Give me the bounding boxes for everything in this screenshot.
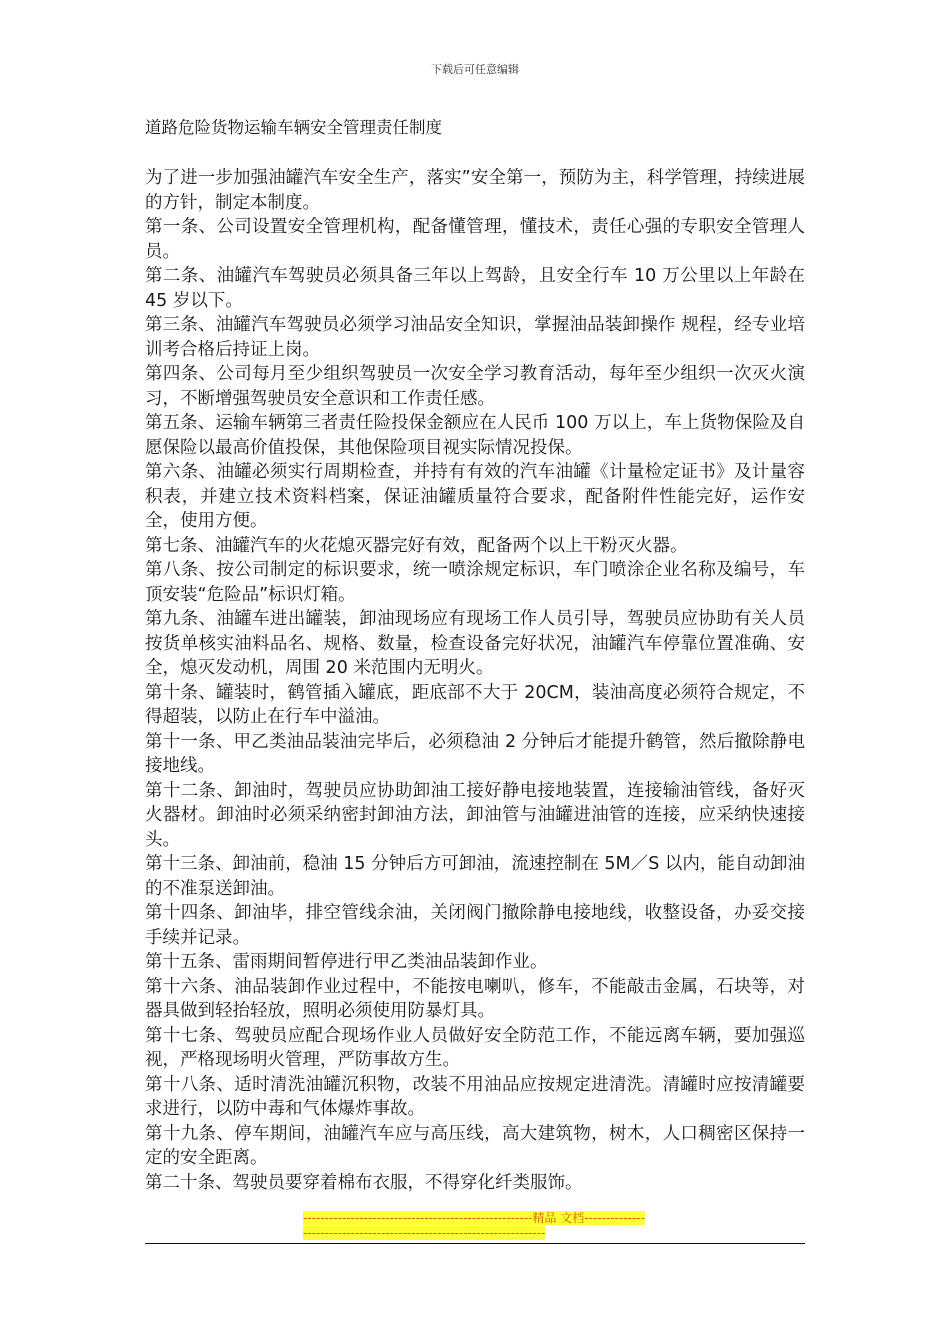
paragraph-article-6: 第六条、油罐必须实行周期检查，并持有有效的汽车油罐《计量检定证书》及计量容积表，并建立技术资料档案，保证油罐质量符合要求，配备附件性能完好，运作安全，使用方便。: [145, 462, 805, 531]
header-note: 下载后可任意编辑: [431, 63, 519, 76]
paragraph-article-11: 第十一条、甲乙类油品装油完毕后，必须稳油 2 分钟后才能提升鹤管，然后撤除静电接地线。: [145, 731, 805, 776]
paragraph-article-8: 第八条、按公司制定的标识要求，统一喷涂规定标识，车门喷涂企业名称及编号，车顶安装“危险品”标识灯箱。: [145, 560, 805, 605]
document-title: 道路危险货物运输车辆安全管理责任制度: [145, 118, 442, 137]
footer-divider: [145, 1243, 805, 1244]
paragraph-article-10: 第十条、罐装时，鹤管插入罐底，距底部不大于 20CM，装油高度必须符合规定，不得超装，以防止在行车中溢油。: [145, 682, 805, 727]
footer-watermark-text: -----------------------------------------------------精品 文档----------------------------------------------------------------------: [303, 1211, 645, 1240]
paragraph-article-3: 第三条、油罐汽车驾驶员必须学习油品安全知识，掌握油品装卸操作 规程，经专业培训考合格后持证上岗。: [145, 315, 805, 360]
paragraph-intro: 为了进一步加强油罐汽车安全生产，落实”安全第一，预防为主，科学管理，持续进展的方针，制定本制度。: [145, 168, 805, 213]
footer-watermark: [303, 1211, 648, 1241]
paragraph-article-1: 第一条、公司设置安全管理机构，配备懂管理，懂技术，责任心强的专职安全管理人员。: [145, 217, 805, 262]
paragraph-article-19: 第十九条、停车期间，油罐汽车应与高压线，高大建筑物，树木，人口稠密区保持一定的安全距离。: [145, 1123, 805, 1168]
paragraph-article-14: 第十四条、卸油毕，排空管线余油，关闭阀门撤除静电接地线，收整设备，办妥交接手续并记录。: [145, 903, 805, 948]
paragraph-article-15: 第十五条、雷雨期间暂停进行甲乙类油品装卸作业。: [145, 952, 548, 972]
paragraph-article-5: 第五条、运输车辆第三者责任险投保金额应在人民币 100 万以上，车上货物保险及自愿保险以最高价值投保，其他保险项目视实际情况投保。: [145, 413, 805, 458]
paragraph-article-13: 第十三条、卸油前，稳油 15 分钟后方可卸油，流速控制在 5M／S 以内，能自动卸油的不准泵送卸油。: [145, 854, 805, 899]
document-body: [145, 166, 805, 1195]
paragraph-article-16: 第十六条、油品装卸作业过程中，不能按电喇叭，修车，不能敲击金属，石块等，对器具做到轻抬轻放，照明必须使用防暴灯具。: [145, 976, 805, 1021]
paragraph-article-4: 第四条、公司每月至少组织驾驶员一次安全学习教育活动，每年至少组织一次灭火演习，不断增强驾驶员安全意识和工作责任感。: [145, 364, 805, 409]
paragraph-article-7: 第七条、油罐汽车的火花熄灭器完好有效，配备两个以上干粉灭火器。: [145, 535, 688, 556]
paragraph-article-9: 第九条、油罐车进出罐装，卸油现场应有现场工作人员引导，驾驶员应协助有关人员按货单核实油料品名、规格、数量，检查设备完好状况，油罐汽车停靠位置准确、安全，熄灭发动机，周围 20 米范围内无明火。: [145, 609, 805, 678]
paragraph-article-17: 第十七条、驾驶员应配合现场作业人员做好安全防范工作，不能远离车辆，要加强巡视，严格现场明火管理，严防事故方生。: [145, 1025, 805, 1070]
paragraph-article-12: 第十二条、卸油时，驾驶员应协助卸油工接好静电接地装置，连接输油管线，备好灭火器材。卸油时必须采纳密封卸油方法，卸油管与油罐进油管的连接，应采纳快速接头。: [145, 780, 805, 850]
paragraph-article-20: 第二十条、驾驶员要穿着棉布衣服，不得穿化纤类服饰。: [145, 1172, 583, 1193]
paragraph-article-18: 第十八条、适时清洗油罐沉积物，改装不用油品应按规定进清洗。清罐时应按清罐要求进行，以防中毒和气体爆炸事故。: [145, 1074, 805, 1119]
paragraph-article-2: 第二条、油罐汽车驾驶员必须具备三年以上驾龄，且安全行车 10 万公里以上年龄在 45 岁以下。: [145, 266, 805, 311]
